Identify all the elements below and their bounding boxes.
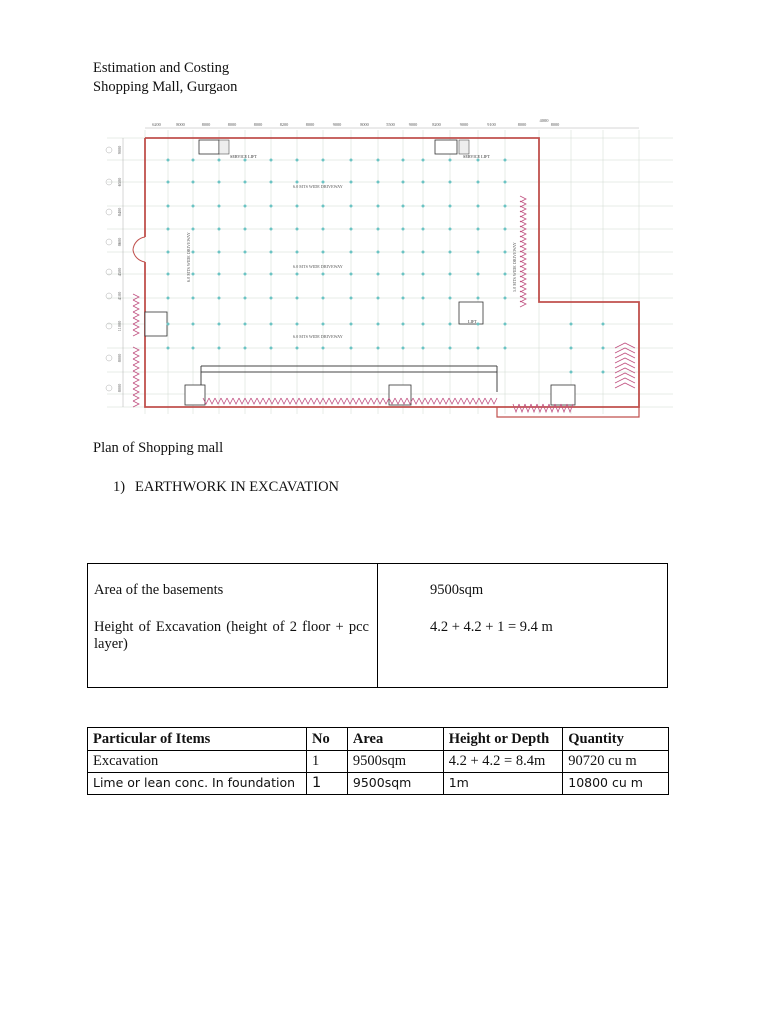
column-marker bbox=[422, 297, 425, 300]
column-marker bbox=[449, 181, 452, 184]
column-dimension: 8200 bbox=[432, 122, 441, 127]
summary-values-cell bbox=[378, 564, 668, 688]
column-marker bbox=[244, 159, 247, 162]
column-dimension: 8000 bbox=[227, 122, 237, 127]
cell-quantity: 10800 cu m bbox=[563, 773, 669, 795]
column-marker bbox=[296, 159, 299, 162]
column-marker bbox=[449, 347, 452, 350]
column-marker bbox=[477, 273, 480, 276]
column-marker bbox=[449, 297, 452, 300]
row-dimension: 4100 bbox=[117, 291, 122, 301]
excavation-summary-table bbox=[87, 563, 668, 688]
column-marker bbox=[504, 181, 507, 184]
section-title: EARTHWORK IN EXCAVATION bbox=[135, 479, 340, 495]
row-dimension: 8000 bbox=[117, 383, 122, 393]
column-marker bbox=[270, 205, 273, 208]
column-dimension: 8000 bbox=[253, 122, 263, 127]
row-dimension: 6500 bbox=[117, 177, 122, 187]
row-dimension: 9000 bbox=[117, 145, 122, 155]
column-marker bbox=[322, 347, 325, 350]
column-dimension: 5500 bbox=[386, 122, 395, 127]
lift-label: LIFT bbox=[468, 319, 477, 324]
column-dimension: 8000 bbox=[305, 122, 315, 127]
column-marker bbox=[270, 159, 273, 162]
column-marker bbox=[270, 181, 273, 184]
column-marker bbox=[270, 228, 273, 231]
column-marker bbox=[602, 323, 605, 326]
column-marker bbox=[504, 297, 507, 300]
header-height: Height or Depth bbox=[443, 728, 563, 751]
column-marker bbox=[350, 297, 353, 300]
header-no: No bbox=[307, 728, 348, 751]
driveway-label-right: 5.0 MTS WIDE DRIVEWAY bbox=[512, 242, 517, 292]
column-marker bbox=[218, 273, 221, 276]
column-marker bbox=[322, 228, 325, 231]
column-marker bbox=[167, 205, 170, 208]
column-marker bbox=[422, 251, 425, 254]
summary-labels-cell bbox=[88, 564, 378, 688]
column-marker bbox=[377, 159, 380, 162]
column-marker bbox=[477, 228, 480, 231]
column-marker bbox=[192, 273, 195, 276]
column-marker bbox=[504, 228, 507, 231]
service-lift-label-1: SERVICE LIFT bbox=[230, 154, 257, 159]
document-title: Estimation and Costing bbox=[93, 60, 230, 76]
column-marker bbox=[377, 347, 380, 350]
column-marker bbox=[192, 228, 195, 231]
column-marker bbox=[402, 273, 405, 276]
row-dimension: 11000 bbox=[117, 320, 122, 332]
column-dimension: 8000 bbox=[201, 122, 211, 127]
column-marker bbox=[504, 347, 507, 350]
column-marker bbox=[350, 205, 353, 208]
column-marker bbox=[350, 347, 353, 350]
cell-particular: Excavation bbox=[88, 751, 307, 773]
column-marker bbox=[167, 159, 170, 162]
column-marker bbox=[602, 347, 605, 350]
column-marker bbox=[244, 205, 247, 208]
column-marker bbox=[218, 251, 221, 254]
column-marker bbox=[402, 159, 405, 162]
column-marker bbox=[167, 273, 170, 276]
column-marker bbox=[449, 205, 452, 208]
page-header bbox=[93, 59, 237, 97]
column-marker bbox=[377, 323, 380, 326]
column-marker bbox=[477, 297, 480, 300]
column-marker bbox=[218, 205, 221, 208]
driveway-label-left: 6.0 MTS WIDE DRIVEWAY bbox=[186, 232, 191, 282]
column-marker bbox=[350, 228, 353, 231]
table-row bbox=[88, 773, 669, 795]
column-marker bbox=[270, 251, 273, 254]
header-quantity: Quantity bbox=[563, 728, 669, 751]
column-marker bbox=[350, 181, 353, 184]
column-marker bbox=[377, 273, 380, 276]
plan-extra-dimension: 4000 bbox=[539, 118, 549, 123]
row-dimension: 8000 bbox=[117, 353, 122, 363]
column-marker bbox=[402, 205, 405, 208]
column-marker bbox=[377, 181, 380, 184]
column-marker bbox=[504, 273, 507, 276]
stair-core-left bbox=[145, 312, 167, 336]
section-heading bbox=[113, 479, 339, 496]
header-particular: Particular of Items bbox=[88, 728, 307, 751]
column-marker bbox=[377, 251, 380, 254]
area-value: 9500sqm bbox=[430, 582, 484, 598]
column-marker bbox=[350, 323, 353, 326]
cell-height: 1m bbox=[443, 773, 563, 795]
column-marker bbox=[449, 159, 452, 162]
column-marker bbox=[192, 297, 195, 300]
column-marker bbox=[192, 251, 195, 254]
column-marker bbox=[218, 297, 221, 300]
document-subtitle: Shopping Mall, Gurgaon bbox=[93, 79, 238, 95]
column-marker bbox=[192, 323, 195, 326]
cell-quantity: 90720 cu m bbox=[563, 751, 669, 773]
column-marker bbox=[402, 251, 405, 254]
column-dimension: 8200 bbox=[279, 122, 289, 127]
column-marker bbox=[218, 323, 221, 326]
column-marker bbox=[270, 297, 273, 300]
column-dimension: 6200 bbox=[152, 122, 161, 127]
column-marker bbox=[422, 273, 425, 276]
column-marker bbox=[422, 181, 425, 184]
row-dimension: 8600 bbox=[117, 237, 122, 247]
column-dimension: 9000 bbox=[408, 122, 418, 127]
column-marker bbox=[296, 347, 299, 350]
column-marker bbox=[296, 251, 299, 254]
service-lift-label-2: SERVICE LIFT bbox=[463, 154, 490, 159]
column-marker bbox=[218, 181, 221, 184]
column-marker bbox=[377, 297, 380, 300]
column-marker bbox=[192, 347, 195, 350]
column-marker bbox=[504, 159, 507, 162]
column-marker bbox=[422, 323, 425, 326]
column-marker bbox=[244, 228, 247, 231]
area-label: Area of the basements bbox=[94, 582, 224, 598]
column-marker bbox=[218, 347, 221, 350]
cell-area: 9500sqm bbox=[347, 751, 443, 773]
column-marker bbox=[504, 323, 507, 326]
column-marker bbox=[167, 181, 170, 184]
column-dimension: 8000 bbox=[550, 122, 560, 127]
column-marker bbox=[167, 228, 170, 231]
column-marker bbox=[270, 347, 273, 350]
lift-core bbox=[459, 302, 483, 324]
column-marker bbox=[350, 251, 353, 254]
column-dimension: 8000 bbox=[360, 122, 369, 127]
column-dimension: 8000 bbox=[176, 122, 185, 127]
column-dimension: 9000 bbox=[332, 122, 342, 127]
column-marker bbox=[244, 181, 247, 184]
column-marker bbox=[296, 297, 299, 300]
column-marker bbox=[192, 159, 195, 162]
column-marker bbox=[218, 159, 221, 162]
table-header-row bbox=[88, 728, 669, 751]
column-marker bbox=[322, 323, 325, 326]
column-marker bbox=[449, 273, 452, 276]
column-marker bbox=[422, 205, 425, 208]
column-marker bbox=[322, 273, 325, 276]
column-marker bbox=[322, 205, 325, 208]
floor-plan-drawing bbox=[93, 102, 677, 440]
column-marker bbox=[244, 347, 247, 350]
column-marker bbox=[422, 347, 425, 350]
column-marker bbox=[350, 273, 353, 276]
column-marker bbox=[218, 228, 221, 231]
column-marker bbox=[296, 323, 299, 326]
cell-no: 1 bbox=[307, 773, 348, 795]
column-dimension: 8000 bbox=[517, 122, 527, 127]
column-marker bbox=[449, 323, 452, 326]
column-marker bbox=[296, 228, 299, 231]
column-marker bbox=[477, 323, 480, 326]
column-marker bbox=[504, 251, 507, 254]
column-marker bbox=[270, 273, 273, 276]
header-area: Area bbox=[347, 728, 443, 751]
column-marker bbox=[167, 297, 170, 300]
cell-height: 4.2 + 4.2 = 8.4m bbox=[443, 751, 563, 773]
column-marker bbox=[504, 205, 507, 208]
column-marker bbox=[192, 205, 195, 208]
row-dimension: 4500 bbox=[117, 267, 122, 277]
column-marker bbox=[570, 323, 573, 326]
column-marker bbox=[402, 347, 405, 350]
plan-caption: Plan of Shopping mall bbox=[93, 440, 224, 456]
column-marker bbox=[402, 297, 405, 300]
column-dimension: 9000 bbox=[459, 122, 469, 127]
column-marker bbox=[570, 371, 573, 374]
driveway-label-bottom: 6.0 MTS WIDE DRIVEWAY bbox=[293, 334, 343, 339]
column-marker bbox=[167, 347, 170, 350]
column-marker bbox=[477, 347, 480, 350]
column-marker bbox=[422, 159, 425, 162]
column-marker bbox=[402, 181, 405, 184]
column-marker bbox=[570, 347, 573, 350]
column-marker bbox=[477, 159, 480, 162]
cell-area: 9500sqm bbox=[347, 773, 443, 795]
column-marker bbox=[270, 323, 273, 326]
column-marker bbox=[322, 297, 325, 300]
column-marker bbox=[244, 273, 247, 276]
column-dimension: 9100 bbox=[487, 122, 496, 127]
column-marker bbox=[477, 251, 480, 254]
table-row bbox=[88, 751, 669, 773]
cell-no: 1 bbox=[307, 751, 348, 773]
column-marker bbox=[244, 297, 247, 300]
column-marker bbox=[244, 323, 247, 326]
driveway-label-mid: 6.0 MTS WIDE DRIVEWAY bbox=[293, 264, 343, 269]
height-value: 4.2 + 4.2 + 1 = 9.4 m bbox=[430, 619, 553, 635]
column-marker bbox=[477, 205, 480, 208]
column-marker bbox=[377, 228, 380, 231]
column-marker bbox=[167, 323, 170, 326]
column-marker bbox=[422, 228, 425, 231]
cell-particular: Lime or lean conc. In foundation bbox=[88, 773, 307, 795]
column-marker bbox=[296, 273, 299, 276]
column-marker bbox=[402, 228, 405, 231]
column-marker bbox=[296, 205, 299, 208]
column-marker bbox=[477, 181, 480, 184]
column-marker bbox=[449, 251, 452, 254]
column-marker bbox=[602, 371, 605, 374]
column-marker bbox=[244, 251, 247, 254]
column-marker bbox=[402, 323, 405, 326]
column-marker bbox=[350, 159, 353, 162]
items-quantity-table bbox=[87, 727, 669, 795]
row-dimension: 8400 bbox=[117, 207, 122, 217]
column-marker bbox=[449, 228, 452, 231]
column-marker bbox=[322, 159, 325, 162]
column-marker bbox=[322, 251, 325, 254]
column-marker bbox=[377, 205, 380, 208]
column-marker bbox=[167, 251, 170, 254]
column-marker bbox=[192, 181, 195, 184]
driveway-label-top: 6.0 MTS WIDE DRIVEWAY bbox=[293, 184, 343, 189]
section-number: 1) bbox=[113, 479, 126, 495]
floor-plan-svg bbox=[93, 102, 677, 440]
height-label: Height of Excavation (height of 2 floor + pcc layer) bbox=[94, 619, 369, 652]
